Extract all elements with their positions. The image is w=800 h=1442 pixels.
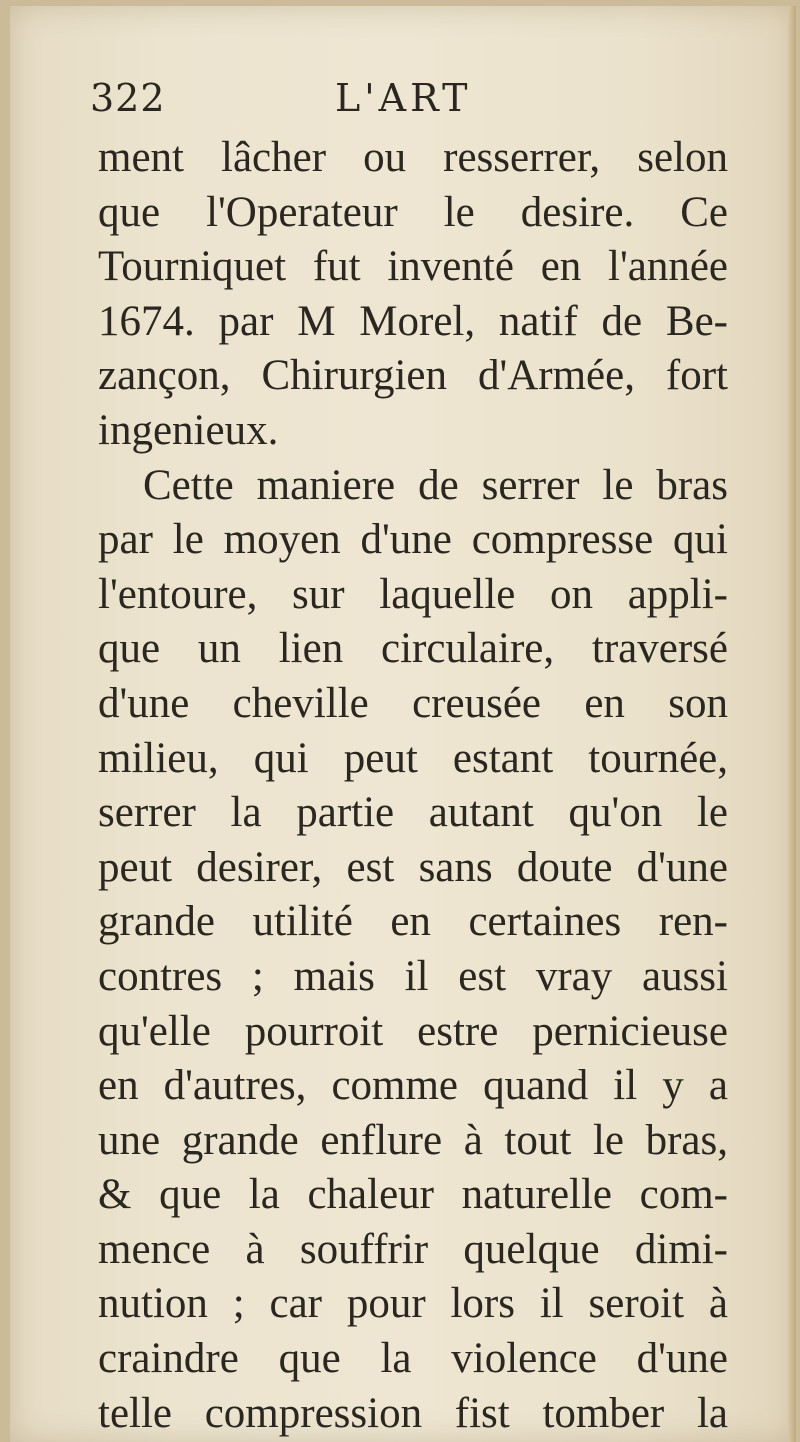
text-line: par le moyen d'une compresse qui — [98, 516, 728, 564]
text-line: ingenieux. — [98, 406, 279, 454]
book-page — [10, 6, 796, 1442]
text-line: contres ; mais il est vray aussi — [98, 952, 728, 1000]
text-line: ment lâcher ou resserrer, selon — [98, 134, 728, 181]
text-line: l'entoure, sur laquelle on appli- — [98, 570, 728, 618]
text-line: milieu, qui peut estant tournée, — [98, 734, 728, 782]
text-line: & que la chaleur naturelle com- — [98, 1171, 728, 1219]
text-line: telle compression fist tomber la — [98, 1389, 728, 1437]
running-head: L'ART — [335, 76, 472, 120]
text-line: grande utilité en certaines ren- — [98, 898, 728, 946]
text-line: Cette maniere de serrer le bras — [143, 461, 728, 509]
text-line: zançon, Chirurgien d'Armée, fort — [98, 352, 728, 400]
text-line: craindre que la violence d'une — [98, 1335, 728, 1383]
text-line: peut desirer, est sans doute d'une — [98, 843, 728, 891]
text-line: serrer la partie autant qu'on le — [98, 789, 728, 837]
text-line: en d'autres, comme quand il y a — [98, 1062, 728, 1110]
text-line: mence à souffrir quelque dimi- — [98, 1225, 728, 1273]
text-line: que l'Operateur le desire. Ce — [98, 188, 728, 236]
text-line: Tourniquet fut inventé en l'année — [98, 243, 728, 291]
page-header — [90, 76, 730, 136]
page-edge — [788, 6, 796, 1442]
text-line: une grande enflure à tout le bras, — [98, 1116, 728, 1164]
page-number: 322 — [90, 76, 166, 120]
text-line: qu'elle pourroit estre pernicieuse — [98, 1007, 728, 1055]
text-line: que un lien circulaire, traversé — [98, 625, 728, 673]
text-line: 1674. par M Morel, natif de Be- — [98, 297, 728, 345]
text-line: nution ; car pour lors il seroit à — [98, 1280, 728, 1328]
text-line: d'une cheville creusée en son — [98, 679, 728, 727]
body-text — [98, 131, 728, 1441]
